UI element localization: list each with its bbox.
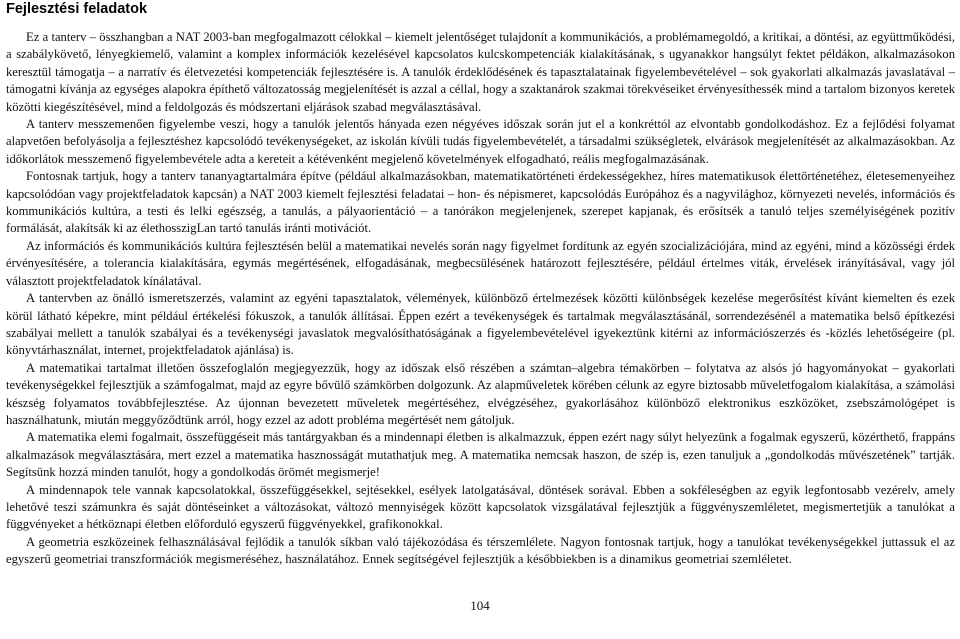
paragraph: A matematikai tartalmat illetően összefoglalón megjegyezzük, hogy az időszak első részében a számtan–algebra témakörben – folytatva az alsós jó hagyományokat – gyakorlati tevékenységekkel fejlesztjük a számfogalmat, majd az egyre bővülő számkörben dolgozunk. Az alapműveletek körében célunk az egyre biztosabb műveletfogalom kialakítása, a számolási készség folyamatos továbbfejlesztése. Az újonnan bevezetett műveletek megértéséhez, elvégzéséhez, gyakorlásához különböző elektronikus eszközöket, zsebszámológépet is használhatunk, miután meggyőződtünk arról, hogy ezzel az adott probléma megértését nem gátoljuk. <box>6 360 955 427</box>
section-heading: Fejlesztési feladatok <box>6 1 148 17</box>
body-text <box>6 29 955 569</box>
paragraph: Az információs és kommunikációs kultúra fejlesztésén belül a matematikai nevelés során nagy figyelmet fordítunk az egyén szocializációjára, mind az egyéni, mind a közösségi érdek érvényesítésére, a tolerancia kialakítására, egymás megértésének, elfogadásának, megbecsülésének határozott fejlesztésére, például értelmes viták, érvelések irányításával, vagy jól választott projektfeladatok kínálatával. <box>6 238 955 288</box>
paragraph: A matematika elemi fogalmait, összefüggéseit más tantárgyakban és a mindennapi életben is alkalmazzuk, éppen ezért nagy súlyt helyezünk a fogalmak egyszerű, közérthető, frappáns alkalmazások megválasztására, mert ezzel a matematika hasznosságát mutathatjuk meg. A matematika nemcsak haszon, de szép is, ezen tanuljuk a „gondolkodás művészetének” tartják. Segítsünk hozzá minden tanulót, hogy a gondolkodás örömét megismerje! <box>6 430 955 480</box>
paragraph: A geometria eszközeinek felhasználásával fejlődik a tanulók síkban való tájékozódása és térszemlélete. Nagyon fontosnak tartjuk, hogy a tanulókat tevékenységekkel juttassuk el az egyszerű geometriai transzformációk megismeréséhez, használatához. Ennek segítségével fejlesztjük a későbbiekben is a dinamikus geometriai szemléletet. <box>6 534 955 567</box>
paragraph: A mindennapok tele vannak kapcsolatokkal, összefüggésekkel, sejtésekkel, esélyek latolgatásával, döntések sorával. Ebben a sokféleségben az egyik legfontosabb vezérelv, amely lehetővé teszi számunkra és saját döntéseinket a változásokat, változó mennyiségek között kapcsolatok vizsgálatával fejlesztjük a függvényszemléletet, megismertetjük a tanulókat a függvényeket a hétköznapi életben előforduló egyszerű függvényekkel, grafikonokkal. <box>6 482 955 532</box>
paragraph: A tanterv messzemenően figyelembe veszi, hogy a tanulók jelentős hányada ezen négyéves időszak során jut el a konkréttól az elvontabb gondolkodáshoz. Ez a fejlődési folyamat alapvetően befolyásolja a fejlesztéshez kapcsolódó tevékenységeket, az iskolán kívüli tudás figyelembevételét, a társadalmi szükségletek, elvárások megjelenítését az alkalmazásokban. Az időkorlátok messzemenő figyelembevétele adta a kereteit a kétévenként megjelenő követelmények elfogadható, reális megfogalmazásának. <box>6 117 955 166</box>
paragraph: Fontosnak tartjuk, hogy a tanterv tananyagtartalmára építve (például alkalmazásokban, matematikatörténeti érdekességekhez, híres matematikusok élettörténetéhez, életesemenyeihez kapcsolódóan vagy projektfeladatok kapcsán) a NAT 2003 kiemelt fejlesztési feladatai – hon- és népismeret, kapcsolódás Európához és a nagyvilághoz, környezeti nevelés, információs és kommunikációs kultúra, a testi és lelki egészség, a tanulás, a pályaorientáció – a tanórákon megjelenjenek, szerepet kapjanak, és erősítsék a tanuló teljes személyiségének pozitív formálását, alakítsák ki az élethosszigLan tartó tanulás iránti motivációt. <box>6 169 955 236</box>
paragraph: Ez a tanterv – összhangban a NAT 2003-ban megfogalmazott célokkal – kiemelt jelentőséget tulajdonít a kommunikációs, a problémamegoldó, a kritikai, a döntési, az együttműködési, a szabálykövető, lényegkiemelő, valamint a komplex információk kezelésével kapcsolatos kulcskompetenciák kialakításának, s ugyanakkor hangsúlyt fektet példákon, alkalmazásokon keresztül támogatja – a narratív és életvezetési kompetenciák fejlesztésére is. A tanulók érdeklődésének és tapasztalatainak figyelembevételével – sok gyakorlati alkalmazás javaslatával – támogatni kívánja az egységes alapokra építhető változatosság megjelenítését is azzal a céllal, hogy a szaktanárok szakmai törekvéseiket érvényesíthessék mind a tartalom bizonyos keretek közötti kiegészítésével, mind a feldolgozás és módszertani eljárások szabad megválasztásával. <box>6 30 955 114</box>
paragraph: A tantervben az önálló ismeretszerzés, valamint az egyéni tapasztalatok, vélemények, különböző értelmezések közötti különbségek kezelése megerősítést kívánt kiemelten és ezek körül látható képekre, mint például értékelési fókuszok, a tanulók állításai. Éppen ezért a tevékenységek és tartalmak megválasztásánál, sorrendezésénél a matematika belső építkezési szabályai mellett a tanulók szabályai és a tevékenységi javaslatok megvalósíthatóságának a figyelembevételével igyekeztünk kitérni az információszerzés és -közlés lehetőségeire (pl. könyvtárhasználat, internet, projektfeladatok ajánlása) is. <box>6 291 955 358</box>
page-number: 104 <box>470 598 490 613</box>
